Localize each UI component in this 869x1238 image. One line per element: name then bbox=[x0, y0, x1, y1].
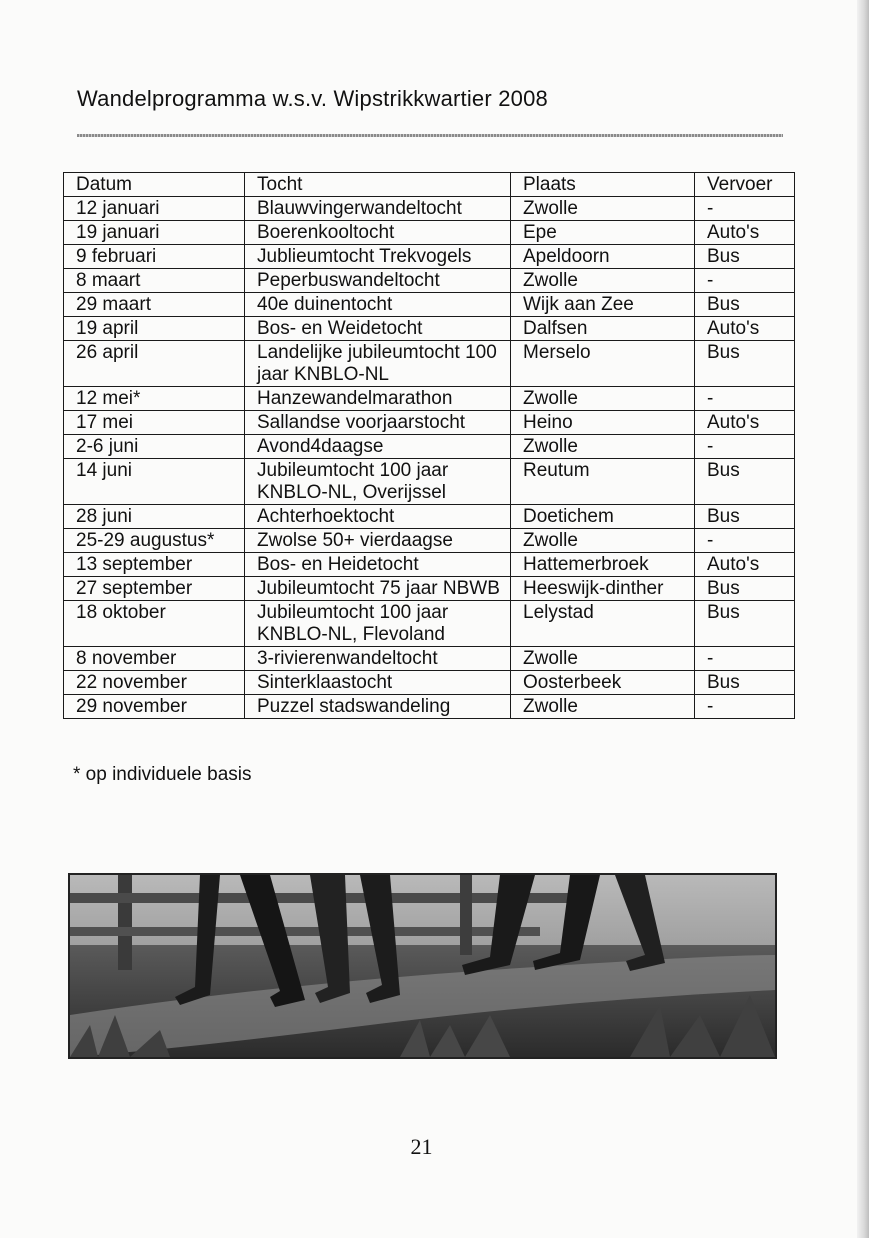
cell-datum: 25-29 augustus* bbox=[64, 529, 245, 553]
walkers-photo bbox=[68, 873, 777, 1059]
cell-datum: 13 september bbox=[64, 553, 245, 577]
cell-vervoer: - bbox=[695, 387, 795, 411]
cell-plaats: Zwolle bbox=[511, 647, 695, 671]
cell-vervoer: Bus bbox=[695, 341, 795, 387]
cell-tocht: Bos- en Weidetocht bbox=[245, 317, 511, 341]
cell-vervoer: Bus bbox=[695, 505, 795, 529]
cell-plaats: Apeldoorn bbox=[511, 245, 695, 269]
cell-tocht: Jublieumtocht Trekvogels bbox=[245, 245, 511, 269]
column-header-plaats: Plaats bbox=[511, 173, 695, 197]
cell-datum: 27 september bbox=[64, 577, 245, 601]
cell-plaats: Reutum bbox=[511, 459, 695, 505]
table-row bbox=[64, 293, 795, 317]
cell-tocht: Avond4daagse bbox=[245, 435, 511, 459]
cell-plaats: Oosterbeek bbox=[511, 671, 695, 695]
cell-plaats: Heeswijk-dinther bbox=[511, 577, 695, 601]
cell-tocht: Jubileumtocht 100 jaar KNBLO-NL, Flevoland bbox=[245, 601, 511, 647]
cell-tocht: Puzzel stadswandeling bbox=[245, 695, 511, 719]
page-number: 21 bbox=[410, 1134, 433, 1159]
table-row bbox=[64, 529, 795, 553]
cell-vervoer: Bus bbox=[695, 577, 795, 601]
cell-vervoer: - bbox=[695, 529, 795, 553]
table-row bbox=[64, 197, 795, 221]
cell-datum: 29 maart bbox=[64, 293, 245, 317]
cell-datum: 18 oktober bbox=[64, 601, 245, 647]
table-row bbox=[64, 459, 795, 505]
cell-plaats: Dalfsen bbox=[511, 317, 695, 341]
cell-vervoer: Bus bbox=[695, 293, 795, 317]
table-row bbox=[64, 317, 795, 341]
cell-plaats: Merselo bbox=[511, 341, 695, 387]
column-header-datum: Datum bbox=[64, 173, 245, 197]
cell-plaats: Zwolle bbox=[511, 695, 695, 719]
footnote: * op individuele basis bbox=[73, 764, 252, 785]
table-row bbox=[64, 269, 795, 293]
cell-plaats: Zwolle bbox=[511, 435, 695, 459]
column-header-tocht: Tocht bbox=[245, 173, 511, 197]
walking-legs-icon bbox=[70, 875, 775, 1057]
cell-datum: 29 november bbox=[64, 695, 245, 719]
cell-datum: 8 november bbox=[64, 647, 245, 671]
cell-vervoer: Bus bbox=[695, 245, 795, 269]
cell-vervoer: - bbox=[695, 435, 795, 459]
title-divider bbox=[77, 134, 783, 137]
cell-vervoer: - bbox=[695, 197, 795, 221]
table-row bbox=[64, 671, 795, 695]
cell-vervoer: - bbox=[695, 269, 795, 293]
table-row bbox=[64, 647, 795, 671]
cell-plaats: Hattemerbroek bbox=[511, 553, 695, 577]
table-header-row bbox=[64, 173, 795, 197]
table-row bbox=[64, 411, 795, 435]
cell-plaats: Zwolle bbox=[511, 269, 695, 293]
page-edge-shadow bbox=[857, 0, 869, 1238]
cell-datum: 8 maart bbox=[64, 269, 245, 293]
table-row bbox=[64, 577, 795, 601]
cell-plaats: Zwolle bbox=[511, 529, 695, 553]
cell-datum: 19 april bbox=[64, 317, 245, 341]
table-row bbox=[64, 245, 795, 269]
cell-tocht: Achterhoektocht bbox=[245, 505, 511, 529]
cell-plaats: Zwolle bbox=[511, 387, 695, 411]
cell-tocht: Blauwvingerwandeltocht bbox=[245, 197, 511, 221]
cell-tocht: Sallandse voorjaarstocht bbox=[245, 411, 511, 435]
page-title: Wandelprogramma w.s.v. Wipstrikkwartier 2008 bbox=[77, 86, 548, 111]
cell-datum: 14 juni bbox=[64, 459, 245, 505]
cell-vervoer: - bbox=[695, 695, 795, 719]
table-row bbox=[64, 387, 795, 411]
cell-tocht: Zwolse 50+ vierdaagse bbox=[245, 529, 511, 553]
walking-schedule-table bbox=[63, 172, 795, 719]
cell-vervoer: Auto's bbox=[695, 317, 795, 341]
cell-vervoer: Bus bbox=[695, 671, 795, 695]
table-row bbox=[64, 553, 795, 577]
cell-datum: 12 januari bbox=[64, 197, 245, 221]
cell-datum: 22 november bbox=[64, 671, 245, 695]
table-row bbox=[64, 221, 795, 245]
cell-datum: 28 juni bbox=[64, 505, 245, 529]
cell-vervoer: Auto's bbox=[695, 553, 795, 577]
table-row bbox=[64, 695, 795, 719]
cell-tocht: Peperbuswandeltocht bbox=[245, 269, 511, 293]
cell-datum: 2-6 juni bbox=[64, 435, 245, 459]
table-row bbox=[64, 341, 795, 387]
cell-vervoer: - bbox=[695, 647, 795, 671]
cell-tocht: Bos- en Heidetocht bbox=[245, 553, 511, 577]
cell-tocht: Hanzewandelmarathon bbox=[245, 387, 511, 411]
cell-tocht: Jubileumtocht 75 jaar NBWB bbox=[245, 577, 511, 601]
cell-vervoer: Bus bbox=[695, 601, 795, 647]
cell-tocht: 3-rivierenwandeltocht bbox=[245, 647, 511, 671]
cell-plaats: Epe bbox=[511, 221, 695, 245]
cell-datum: 12 mei* bbox=[64, 387, 245, 411]
cell-tocht: Sinterklaastocht bbox=[245, 671, 511, 695]
table-body bbox=[64, 197, 795, 719]
table-row bbox=[64, 435, 795, 459]
cell-vervoer: Bus bbox=[695, 459, 795, 505]
cell-datum: 19 januari bbox=[64, 221, 245, 245]
cell-datum: 26 april bbox=[64, 341, 245, 387]
cell-datum: 17 mei bbox=[64, 411, 245, 435]
cell-tocht: 40e duinentocht bbox=[245, 293, 511, 317]
cell-tocht: Jubileumtocht 100 jaar KNBLO-NL, Overijssel bbox=[245, 459, 511, 505]
cell-datum: 9 februari bbox=[64, 245, 245, 269]
cell-plaats: Zwolle bbox=[511, 197, 695, 221]
cell-vervoer: Auto's bbox=[695, 221, 795, 245]
table-row bbox=[64, 601, 795, 647]
cell-tocht: Boerenkooltocht bbox=[245, 221, 511, 245]
cell-plaats: Heino bbox=[511, 411, 695, 435]
cell-plaats: Lelystad bbox=[511, 601, 695, 647]
cell-vervoer: Auto's bbox=[695, 411, 795, 435]
cell-plaats: Doetichem bbox=[511, 505, 695, 529]
column-header-vervoer: Vervoer bbox=[695, 173, 795, 197]
cell-plaats: Wijk aan Zee bbox=[511, 293, 695, 317]
table-row bbox=[64, 505, 795, 529]
cell-tocht: Landelijke jubileumtocht 100 jaar KNBLO-NL bbox=[245, 341, 511, 387]
